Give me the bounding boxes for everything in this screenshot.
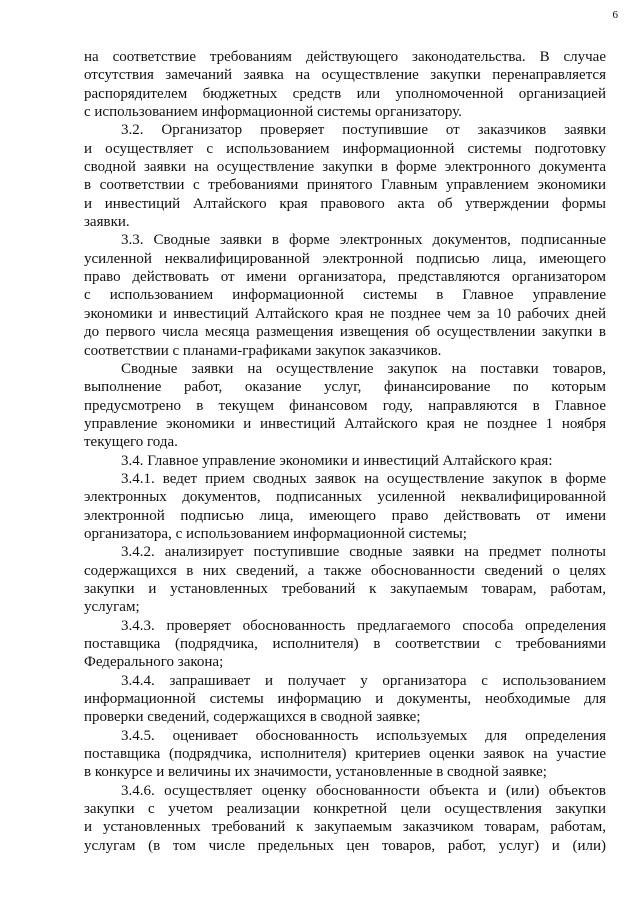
text-line: 3.4.4. запрашивает и получает у организатора с использованием: [121, 672, 606, 689]
text-line: 3.4. Главное управление экономики и инвестиций Алтайского края:: [121, 452, 553, 469]
text-line: с использованием информационной системы в Главное управление: [84, 287, 606, 304]
text-line: закупки с учетом реализации конкретной цели осуществления закупки: [84, 801, 606, 818]
text-line: текущего года.: [84, 434, 178, 451]
text-line: электронной подписью лица, имеющего право действовать от имени: [84, 507, 606, 524]
text-line: распорядителем бюджетных средств или уполномоченной организацией: [84, 85, 606, 102]
text-line: поставщика (подрядчика, исполнителя) в соответствии с требованиями: [84, 636, 606, 652]
text-line: в конкурсе и величины их значимости, установленные в сводной заявке;: [84, 764, 547, 781]
text-line: 3.4.5. оценивает обоснованность используемых для определения: [121, 727, 606, 744]
text-line: и инвестиций Алтайского края правового акта об утверждении формы: [84, 195, 606, 212]
text-line: отсутствия замечаний заявка на осуществление закупки перенаправляется: [84, 67, 606, 84]
text-line: выполнение работ, оказание услуг, финансирование по которым: [84, 379, 606, 396]
text-line: услугам (в том числе предельных цен товаров, работ, услуг) и (или): [84, 837, 606, 854]
text-line: сводной заявки на осуществление закупки в форме электронного документа: [84, 159, 606, 176]
text-line: информационной системы информацию и документы, необходимые для: [84, 691, 606, 708]
text-line: предусмотрено в текущем финансовом году, направляются в Главное: [84, 397, 606, 414]
text-line: поставщика (подрядчика, исполнителя) критериев оценки заявок на участие: [84, 746, 606, 763]
document-body: [84, 48, 606, 855]
text-line: содержащихся в них сведений, а также обоснованности сведений о целях: [84, 562, 606, 579]
text-line: в соответствии с требованиями принятого Главным управлением экономики: [84, 177, 606, 194]
text-line: закупки и установленных требований к закупаемым товарам, работам,: [84, 580, 606, 597]
text-line: 3.4.3. проверяет обоснованность предлагаемого способа определения: [121, 617, 606, 634]
text-line: заявки.: [84, 214, 130, 231]
text-line: 3.3. Сводные заявки в форме электронных документов, подписанные: [121, 232, 606, 249]
text-line: электронных документов, подписанных усиленной неквалифицированной: [84, 489, 606, 506]
text-line: до первого числа месяца размещения извещения об осуществлении закупки в: [84, 324, 606, 341]
text-line: Сводные заявки на осуществление закупок на поставки товаров,: [121, 360, 606, 377]
text-line: соответствии с планами-графиками закупок заказчиков.: [84, 342, 442, 359]
text-line: 3.4.2. анализирует поступившие сводные заявки на предмет полноты: [121, 544, 606, 561]
text-line: право действовать от имени организатора, представляются организатором: [84, 269, 606, 286]
text-line: 3.4.1. ведет прием сводных заявок на осуществление закупок в форме: [121, 470, 606, 487]
page-number: 6: [612, 9, 618, 21]
text-line: на соответствие требованиям действующего законодательства. В случае: [84, 49, 606, 65]
text-line: и осуществляет с использованием информационной системы подготовку: [84, 140, 606, 157]
text-line: организатора, с использованием информационной системы;: [84, 525, 467, 542]
text-line: услугам;: [84, 599, 140, 616]
text-line: с использованием информационной системы организатору.: [84, 104, 462, 121]
text-line: Федерального закона;: [84, 654, 224, 671]
text-line: экономики и инвестиций Алтайского края не позднее чем за 10 рабочих дней: [84, 305, 606, 322]
text-line: 3.2. Организатор проверяет поступившие от заказчиков заявки: [121, 122, 606, 139]
text-line: 3.4.6. осуществляет оценку обоснованности объекта и (или) объектов: [121, 782, 606, 799]
text-line: управление экономики и инвестиций Алтайского края не позднее 1 ноября: [84, 415, 606, 432]
text-line: проверки сведений, содержащихся в сводной заявке;: [84, 709, 421, 726]
text-line: и установленных требований к закупаемым заказчиком товарам, работам,: [84, 819, 606, 836]
text-line: усиленной неквалифицированной электронной подписью лица, имеющего: [84, 250, 606, 267]
